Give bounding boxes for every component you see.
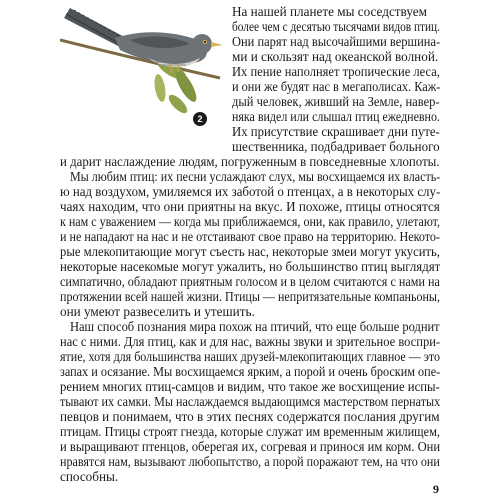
text-line: к нам с уважением — когда мы приближаемся, они, как правило, улетают, — [60, 214, 441, 229]
text-line: певцов и понимаем, что в этих песнях содержатся послания другим — [60, 409, 440, 424]
text-line: шественника, подбадривает больного — [232, 139, 440, 154]
illustration-badge: 2 — [193, 112, 207, 126]
text-line: рые млекопитающие могут съесть нас, некоторые змеи могут укусить, — [60, 244, 440, 259]
text-line: Они парят над высочайшими вершина- — [232, 34, 441, 49]
text-line: тывают их самки. Мы наслаждаемся выдающимся мастерством пернатых — [60, 394, 441, 409]
text-line: протяжении всей нашей жизни. Птицы — непритязательные компаньоны, — [60, 289, 441, 304]
cuckoo-illustration — [60, 0, 225, 126]
paragraph-start: Мы любим птиц: их песни услаждают слух, мы восхищаемся их власть- — [70, 169, 441, 184]
page-number: 9 — [433, 482, 439, 496]
text-line: симпатично, обладают приятным голосом и в целом считаются с нами на — [60, 274, 440, 289]
text-line: чаях находим, что они приятны на вкус. И похоже, птицы относятся — [60, 199, 440, 214]
text-line: ю над воздухом, умиляемся их заботой о птенцах, а в некоторых слу- — [60, 184, 441, 199]
text-line: Их присутствие скрашивает дни путе- — [232, 124, 440, 139]
paragraph-start: Наш способ познания мира похож на птичий, что еще больше роднит — [70, 319, 440, 334]
text-line: и не нападают на нас и не отстаивают свое право на территорию. Некото- — [60, 229, 440, 244]
text-line: и дарит наслаждение людям, погруженным в повседневные хлопоты. — [60, 154, 440, 169]
text-line: некоторые насекомые могут ужалить, но большинство птиц выглядят — [60, 259, 441, 274]
text-line: они умеют развеселить и утешить. — [60, 304, 255, 319]
text-line: запах и осязание. Мы восхищаемся ярким, а порой и очень броским опе- — [60, 364, 441, 379]
text-line: способны. — [60, 469, 119, 484]
text-line: более чем с десятью тысячами видов птиц. — [232, 19, 440, 34]
text-line: и выращивают птенцов, оберегая их, согревая и принося им корм. Они — [60, 439, 441, 454]
text-line: ми и скользят над океанской волной. — [232, 49, 439, 64]
text-line: На нашей планете мы соседствуем — [232, 4, 427, 19]
text-line: Их пение наполняет тропические леса, — [232, 64, 440, 79]
cuckoo-bird-icon — [60, 0, 225, 126]
text-line: птицам. Птицы строят гнезда, которые служат им временным жилищем, — [60, 424, 441, 439]
text-line: няка видел или слышал птиц ежедневно. — [232, 109, 440, 124]
text-line: нас с ними. Для птиц, как и для нас, важны звуки и зрительное воспри- — [60, 334, 441, 349]
text-line: и они же будят нас в мегаполисах. Каж- — [232, 79, 441, 94]
text-line: дый человек, живший на Земле, навер- — [232, 94, 440, 109]
text-line: нравятся нам, вызывают любопытство, а порой поражают тем, на что они — [60, 454, 440, 469]
text-line: рением многих птиц-самцов и видим, что такое же восхищение испы- — [60, 379, 440, 394]
text-line: ятие, хотя для большинства наших друзей-млекопитающих главное — это — [60, 349, 441, 364]
